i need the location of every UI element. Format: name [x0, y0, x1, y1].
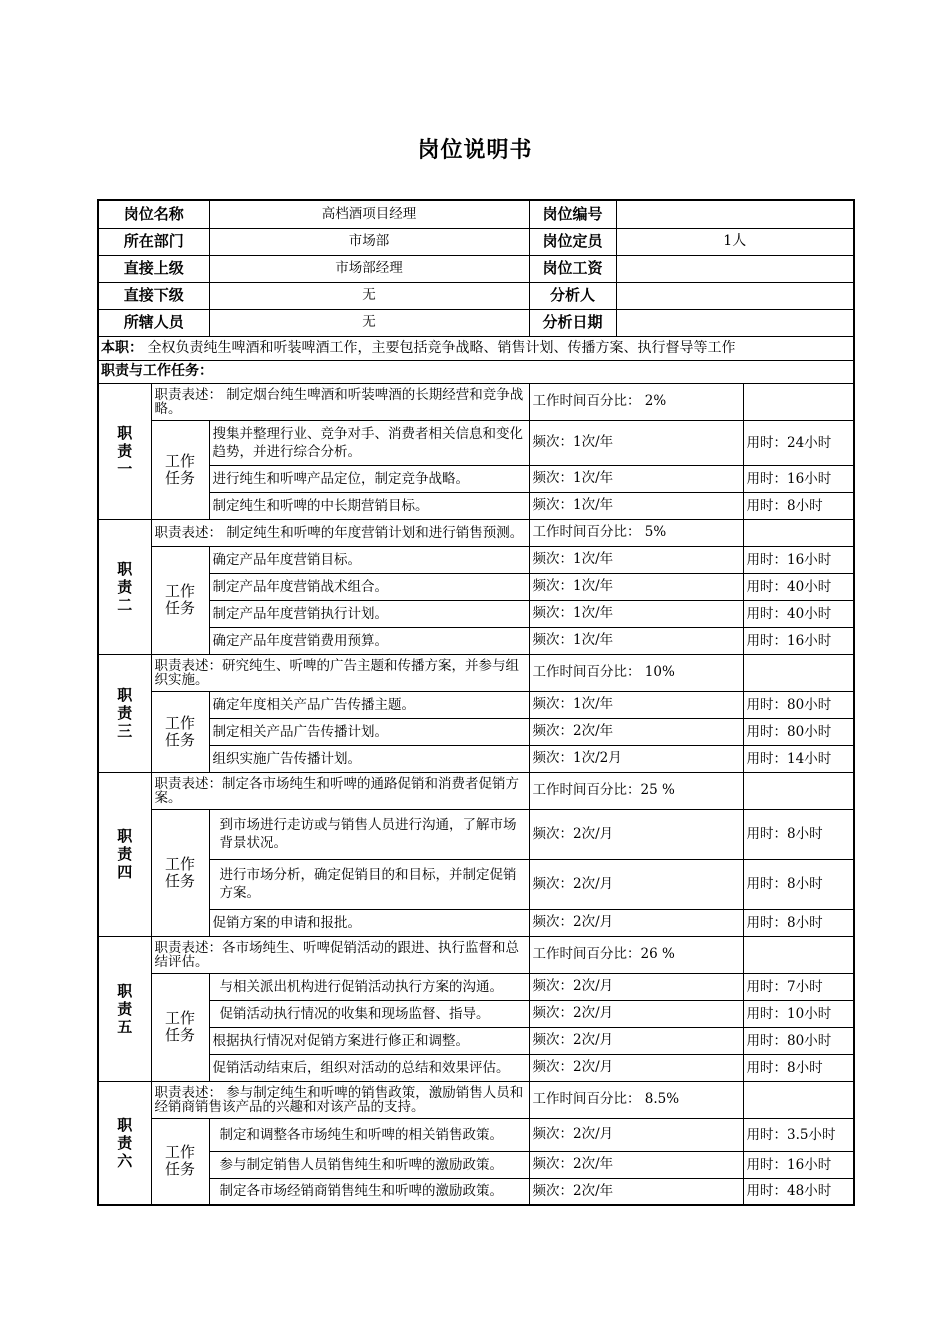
task-row: [98, 745, 854, 772]
duty-description: 职责表述：制定各市场纯生和听啤的通路促销和消费者促销方案。: [151, 772, 529, 809]
task-label: [151, 1118, 209, 1205]
task-time: 用时：24小时: [743, 420, 854, 465]
task-time: 用时：8小时: [743, 909, 854, 936]
duty-name-char: 责: [117, 704, 133, 722]
task-frequency: 频次：2次/月: [529, 1000, 743, 1027]
position-name-value: 高档酒项目经理: [209, 200, 529, 228]
task-frequency: 频次：1次/年: [529, 627, 743, 654]
duty-description: 职责表述：各市场纯生、听啤促销活动的跟进、执行监督和总结评估。: [151, 936, 529, 973]
task-time: 用时：40小时: [743, 573, 854, 600]
task-frequency: 频次：1次/年: [529, 465, 743, 492]
duty-name-char: 职: [117, 827, 133, 845]
duties-body: [98, 383, 854, 1205]
department-value: 市场部: [209, 228, 529, 255]
duty-description-row: [98, 654, 854, 691]
task-text: 制定产品年度营销战术组合。: [209, 573, 529, 600]
task-time: 用时：40小时: [743, 600, 854, 627]
duty-percent-blank: [743, 654, 854, 691]
task-frequency: 频次：2次/年: [529, 1151, 743, 1178]
duty-description-row: [98, 383, 854, 420]
duty-description: 职责表述： 制定烟台纯生啤酒和听装啤酒的长期经营和竞争战略。: [151, 383, 529, 420]
task-text: 搜集并整理行业、竞争对手、消费者相关信息和变化趋势，并进行综合分析。: [209, 420, 529, 465]
duty-description-row: [98, 936, 854, 973]
subordinate-label: 直接下级: [98, 282, 209, 309]
task-row: [98, 573, 854, 600]
duty-description: 职责表述： 制定纯生和听啤的年度营销计划和进行销售预测。: [151, 519, 529, 546]
task-frequency: 频次：2次/月: [529, 909, 743, 936]
task-frequency: 频次：2次/月: [529, 1027, 743, 1054]
duty-description: 职责表述： 参与制定纯生和听啤的销售政策，激励销售人员和经销商销售该产品的兴趣和对该产品的支持。: [151, 1081, 529, 1118]
duty-percent: 工作时间百分比： 2%: [529, 383, 743, 420]
task-text: 到市场进行走访或与销售人员进行沟通，了解市场背景状况。: [209, 809, 529, 859]
task-text: 制定纯生和听啤的中长期营销目标。: [209, 492, 529, 519]
task-time: 用时：80小时: [743, 691, 854, 718]
summary-label: 本职：: [101, 339, 143, 356]
summary-row: [98, 336, 854, 360]
task-frequency: 频次：2次/月: [529, 973, 743, 1000]
task-time: 用时：8小时: [743, 809, 854, 859]
duty-name-char: 责: [117, 442, 133, 460]
task-frequency: 频次：2次/月: [529, 1118, 743, 1151]
duty-name-char: 二: [117, 595, 133, 614]
duty-description-row: [98, 519, 854, 546]
task-frequency: 频次：1次/年: [529, 573, 743, 600]
task-frequency: 频次：1次/年: [529, 492, 743, 519]
task-time: 用时：14小时: [743, 745, 854, 772]
position-code-value: [616, 200, 854, 228]
task-label-line: 工作任务: [164, 713, 195, 749]
task-label-line: 工作任务: [164, 1143, 195, 1179]
task-row: [98, 546, 854, 573]
task-row: [98, 909, 854, 936]
task-time: 用时：8小时: [743, 492, 854, 519]
task-label: [151, 691, 209, 772]
duty-percent-blank: [743, 1081, 854, 1118]
task-row: [98, 973, 854, 1000]
task-row: [98, 859, 854, 909]
task-row: [98, 809, 854, 859]
task-time: 用时：7小时: [743, 973, 854, 1000]
duty-percent: 工作时间百分比： 10%: [529, 654, 743, 691]
duty-name: [98, 654, 151, 772]
duty-name-char: 责: [117, 999, 133, 1018]
task-frequency: 频次：2次/月: [529, 809, 743, 859]
task-row: [98, 420, 854, 465]
header-row: [98, 282, 854, 309]
task-text: 促销方案的申请和报批。: [209, 909, 529, 936]
headcount-label: 岗位定员: [529, 228, 616, 255]
duty-name: [98, 772, 151, 936]
salary-label: 岗位工资: [529, 255, 616, 282]
task-row: [98, 1118, 854, 1151]
analysis-date-value: [616, 309, 854, 336]
task-row: [98, 1027, 854, 1054]
task-text: 进行市场分析，确定促销目的和目标，并制定促销方案。: [209, 859, 529, 909]
duty-name-char: 责: [117, 577, 133, 596]
header-row: [98, 200, 854, 228]
task-row: [98, 492, 854, 519]
task-time: 用时：16小时: [743, 627, 854, 654]
duty-name-char: 责: [117, 1133, 133, 1152]
duty-percent: 工作时间百分比： 5%: [529, 519, 743, 546]
task-row: [98, 1000, 854, 1027]
task-label: [151, 809, 209, 936]
task-frequency: 频次：2次/年: [529, 718, 743, 745]
duty-percent-blank: [743, 519, 854, 546]
header-row: [98, 309, 854, 336]
duty-percent: 工作时间百分比：26 %: [529, 936, 743, 973]
superior-label: 直接上级: [98, 255, 209, 282]
task-frequency: 频次：2次/月: [529, 859, 743, 909]
department-label: 所在部门: [98, 228, 209, 255]
task-text: 进行纯生和听啤产品定位，制定竞争战略。: [209, 465, 529, 492]
task-frequency: 频次：1次/年: [529, 420, 743, 465]
task-text: 组织实施广告传播计划。: [209, 745, 529, 772]
duty-name-char: 责: [117, 845, 133, 863]
task-label: [151, 973, 209, 1081]
task-row: [98, 718, 854, 745]
duty-description-row: [98, 772, 854, 809]
task-frequency: 频次：1次/年: [529, 546, 743, 573]
duty-name-char: 职: [117, 559, 133, 578]
task-label-line: 工作任务: [164, 1009, 195, 1044]
task-time: 用时：16小时: [743, 1151, 854, 1178]
task-time: 用时：8小时: [743, 1054, 854, 1081]
duty-name-char: 职: [117, 424, 133, 442]
duty-percent: 工作时间百分比： 8.5%: [529, 1081, 743, 1118]
task-text: 促销活动结束后，组织对活动的总结和效果评估。: [209, 1054, 529, 1081]
duty-name-char: 职: [117, 981, 133, 1000]
header-row: [98, 228, 854, 255]
task-time: 用时：16小时: [743, 465, 854, 492]
duty-description: 职责表述：研究纯生、听啤的广告主题和传播方案，并参与组织实施。: [151, 654, 529, 691]
duty-name-char: 职: [117, 686, 133, 704]
duty-description-row: [98, 1081, 854, 1118]
task-frequency: 频次：1次/年: [529, 600, 743, 627]
duty-name-char: 职: [117, 1115, 133, 1134]
task-text: 确定产品年度营销费用预算。: [209, 627, 529, 654]
task-time: 用时：48小时: [743, 1178, 854, 1205]
task-text: 制定相关产品广告传播计划。: [209, 718, 529, 745]
task-text: 参与制定销售人员销售纯生和听啤的激励政策。: [209, 1151, 529, 1178]
duties-header: 职责与工作任务：: [98, 360, 854, 383]
task-row: [98, 1178, 854, 1205]
task-row: [98, 1151, 854, 1178]
task-frequency: 频次：1次/2月: [529, 745, 743, 772]
staff-value: 无: [209, 309, 529, 336]
task-row: [98, 691, 854, 718]
task-time: 用时：80小时: [743, 1027, 854, 1054]
position-code-label: 岗位编号: [529, 200, 616, 228]
salary-value: [616, 255, 854, 282]
duty-name: [98, 383, 151, 519]
duty-percent-blank: [743, 772, 854, 809]
task-text: 确定年度相关产品广告传播主题。: [209, 691, 529, 718]
task-time: 用时：10小时: [743, 1000, 854, 1027]
duty-name: [98, 936, 151, 1081]
position-name-label: 岗位名称: [98, 200, 209, 228]
analyst-value: [616, 282, 854, 309]
task-time: 用时：80小时: [743, 718, 854, 745]
duty-name-char: 四: [117, 863, 133, 881]
task-label: [151, 546, 209, 654]
task-time: 用时：8小时: [743, 859, 854, 909]
task-text: 根据执行情况对促销方案进行修正和调整。: [209, 1027, 529, 1054]
task-row: [98, 600, 854, 627]
task-text: 与相关派出机构进行促销活动执行方案的沟通。: [209, 973, 529, 1000]
task-frequency: 频次：2次/年: [529, 1178, 743, 1205]
duty-name: [98, 519, 151, 654]
task-row: [98, 465, 854, 492]
header-row: [98, 255, 854, 282]
duties-header-row: [98, 360, 854, 383]
page-title: 岗位说明书: [417, 138, 533, 163]
analyst-label: 分析人: [529, 282, 616, 309]
task-row: [98, 627, 854, 654]
duty-name-char: 一: [117, 460, 133, 478]
staff-label: 所辖人员: [98, 309, 209, 336]
task-text: 促销活动执行情况的收集和现场监督、指导。: [209, 1000, 529, 1027]
duty-name-char: 五: [117, 1017, 133, 1036]
duty-percent-blank: [743, 383, 854, 420]
task-frequency: 频次：2次/月: [529, 1054, 743, 1081]
task-row: [98, 1054, 854, 1081]
duty-name-char: 六: [117, 1151, 133, 1170]
task-text: 确定产品年度营销目标。: [209, 546, 529, 573]
headcount-value: 1人: [616, 228, 854, 255]
summary-text: 全权负责纯生啤酒和听装啤酒工作，主要包括竞争战略、销售计划、传播方案、执行督导等工作: [147, 339, 736, 356]
summary-cell: [98, 336, 854, 360]
job-description-table: [97, 199, 855, 1206]
task-label: [151, 420, 209, 519]
duty-percent-blank: [743, 936, 854, 973]
task-time: 用时：16小时: [743, 546, 854, 573]
task-time: 用时：3.5小时: [743, 1118, 854, 1151]
task-label-line: 工作任务: [164, 451, 195, 487]
task-text: 制定产品年度营销执行计划。: [209, 600, 529, 627]
duty-percent: 工作时间百分比：25 %: [529, 772, 743, 809]
task-label-line: 工作任务: [164, 582, 195, 617]
analysis-date-label: 分析日期: [529, 309, 616, 336]
task-label-line: 工作任务: [164, 854, 195, 890]
task-frequency: 频次：1次/年: [529, 691, 743, 718]
task-text: 制定和调整各市场纯生和听啤的相关销售政策。: [209, 1118, 529, 1151]
duty-name: [98, 1081, 151, 1205]
superior-value: 市场部经理: [209, 255, 529, 282]
task-text: 制定各市场经销商销售纯生和听啤的激励政策。: [209, 1178, 529, 1205]
duty-name-char: 三: [117, 722, 133, 740]
subordinate-value: 无: [209, 282, 529, 309]
